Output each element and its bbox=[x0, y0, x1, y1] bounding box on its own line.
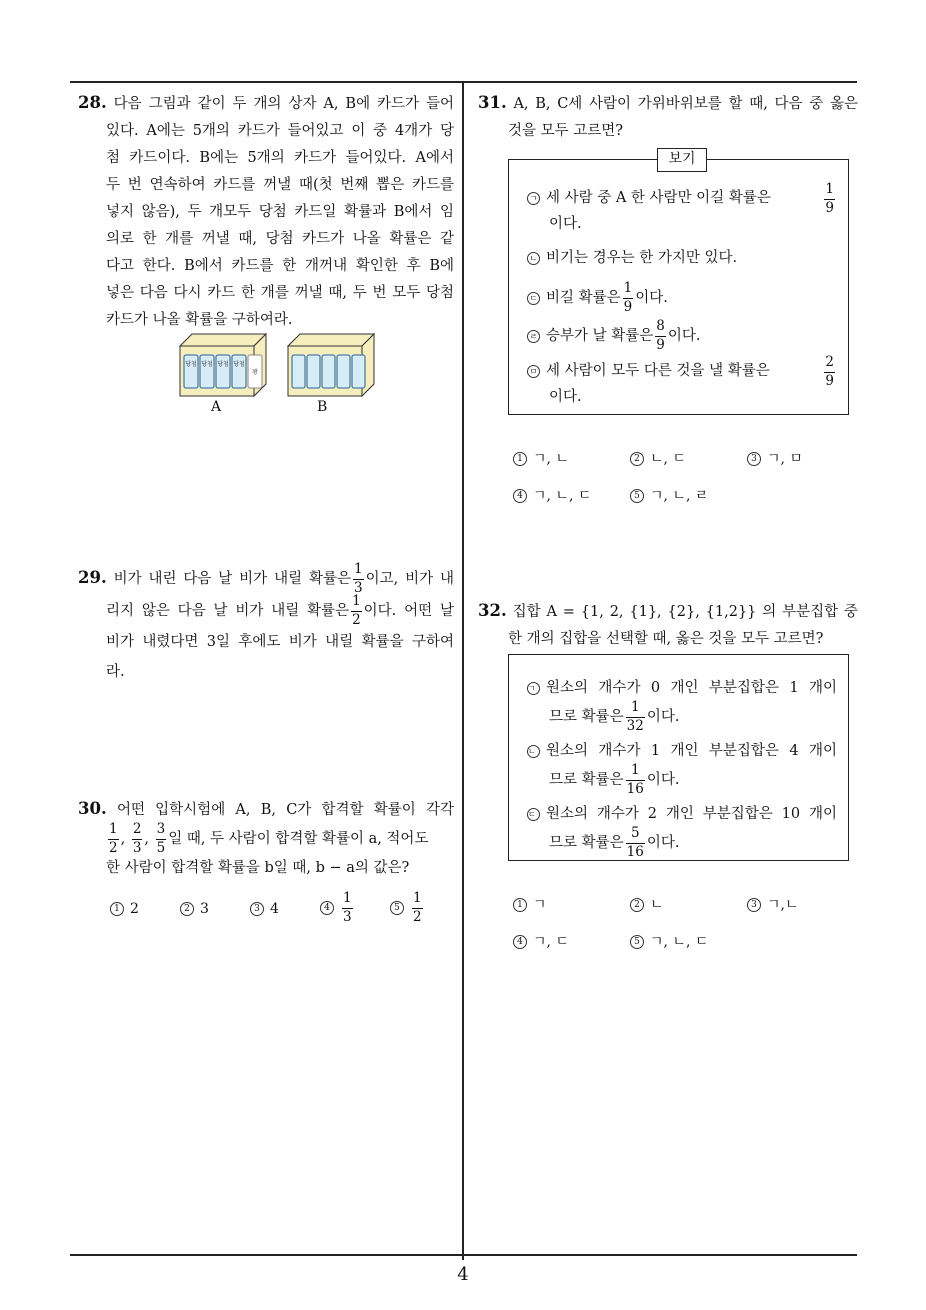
circled-number: 1 bbox=[513, 898, 527, 912]
box-a-label: A bbox=[211, 399, 222, 415]
question-31 bbox=[478, 89, 858, 145]
card-win bbox=[216, 355, 230, 388]
statement-item: ㅁ 세 사람이 모두 다른 것을 낼 확률은 $\frac{2}{9}$ 이다. bbox=[527, 358, 837, 410]
question-number: 32. bbox=[478, 601, 507, 620]
statement-item: ㄹ 승부가 날 확률은 $\frac{8}{9}$ 이다. bbox=[527, 320, 701, 352]
example-box bbox=[508, 151, 849, 415]
fraction: $\frac{1}{2}$ bbox=[109, 821, 118, 856]
question-text: 어떤 입학시험에 A, B, C가 합격할 확률이 각각 bbox=[116, 802, 454, 818]
question-text: 넣지 않음), 두 개모두 당첨 카드일 확률과 B에서 임 bbox=[106, 204, 454, 220]
statement-item: ㄴ 비기는 경우는 한 가지만 있다. bbox=[527, 245, 737, 271]
circled-number: 4 bbox=[513, 935, 527, 949]
question-28 bbox=[78, 89, 454, 334]
option-5[interactable]: 5 ㄱ, ㄴ, ㄹ bbox=[630, 485, 708, 507]
option-4[interactable]: 4 ㄱ, ㄷ bbox=[513, 931, 569, 953]
question-text: A, B, C세 사람이 가위바위보를 할 때, 다음 중 옳은 bbox=[513, 96, 859, 112]
question-text: 한 사람이 합격할 확률을 b일 때, b − a의 값은? bbox=[106, 860, 410, 876]
circled-number: 5 bbox=[630, 489, 644, 503]
question-text: 카드가 나올 확률을 구하여라. bbox=[106, 312, 293, 328]
card-blank bbox=[292, 355, 305, 388]
option-4[interactable]: 4 ㄱ, ㄴ, ㄷ bbox=[513, 485, 591, 507]
card-win bbox=[200, 355, 214, 388]
card-win bbox=[184, 355, 198, 388]
option-2[interactable]: 2 3 bbox=[180, 898, 209, 920]
statement-marker: ㄹ bbox=[527, 330, 540, 343]
bottom-rule bbox=[70, 1254, 857, 1256]
statement-marker: ㄱ bbox=[527, 192, 540, 205]
question-text: 다고 한다. B에서 카드를 한 개꺼내 확인한 후 B에 bbox=[106, 258, 454, 274]
statement-marker: ㄷ bbox=[527, 808, 540, 821]
circled-number: 4 bbox=[320, 901, 334, 915]
card-win bbox=[232, 355, 246, 388]
question-text: 넣은 다음 다시 카드 한 개를 꺼낼 때, 두 번 모두 당첨 bbox=[106, 285, 454, 301]
page-number: 4 bbox=[457, 1264, 469, 1285]
card-blank bbox=[307, 355, 320, 388]
option-2[interactable]: 2 ㄴ, ㄷ bbox=[630, 448, 686, 470]
circled-number: 1 bbox=[513, 452, 527, 466]
question-text: 있다. A에는 5개의 카드가 들어있고 이 중 4개가 당 bbox=[106, 123, 454, 139]
card-lose bbox=[248, 355, 262, 388]
question-29: 29. 비가 내린 다음 날 비가 내릴 확률은 $\frac{1}{3}$ 이고, 비가 내 리지 않은 다음 날 비가 내릴 확률은 $\frac{1}{2}$ 이다. 어떤 날 비가 내렸다면 3일 후에도 비가 내릴 확률을 구하여 라. bbox=[78, 563, 454, 687]
option-1[interactable]: 1 ㄱ bbox=[513, 894, 547, 916]
statement-marker: ㅁ bbox=[527, 365, 540, 378]
option-3[interactable]: 3 4 bbox=[250, 898, 279, 920]
circled-number: 2 bbox=[180, 902, 194, 916]
question-text: 것을 모두 고르면? bbox=[508, 123, 624, 139]
circled-number: 1 bbox=[110, 902, 124, 916]
option-3[interactable]: 3 ㄱ,ㄴ bbox=[747, 894, 799, 916]
circled-number: 5 bbox=[630, 935, 644, 949]
circled-number: 2 bbox=[630, 452, 644, 466]
statement-marker: ㄱ bbox=[527, 682, 540, 695]
statement-item: ㄷ 원소의 개수가 2 개인 부분집합은 10 개이 므로 확률은 $\frac{5}{16}$ 이다. bbox=[528, 806, 837, 860]
box-b bbox=[288, 334, 374, 396]
question-text: 한 개의 집합을 선택할 때, 옳은 것을 모두 고르면? bbox=[508, 631, 824, 647]
svg-text:꽝: 꽝 bbox=[252, 369, 258, 376]
circled-number: 3 bbox=[747, 898, 761, 912]
circled-number: 3 bbox=[747, 452, 761, 466]
option-2[interactable]: 2 ㄴ bbox=[630, 894, 664, 916]
option-1[interactable]: 1 2 bbox=[110, 898, 139, 920]
fraction: $\frac{3}{5}$ bbox=[156, 821, 166, 856]
svg-text:당첨: 당첨 bbox=[185, 361, 197, 368]
question-32 bbox=[478, 597, 858, 653]
statement-item: ㄴ 원소의 개수가 1 개인 부분집합은 4 개이 므로 확률은 $\frac{1}{16}$ 이다. bbox=[528, 743, 837, 797]
circled-number: 3 bbox=[250, 902, 264, 916]
option-5[interactable]: 5 ㄱ, ㄴ, ㄷ bbox=[630, 931, 708, 953]
question-number: 30. bbox=[78, 799, 107, 818]
question-text: 라. bbox=[106, 664, 125, 680]
question-text: 의로 한 개를 꺼낼 때, 당첨 카드가 나올 확률은 같 bbox=[106, 231, 454, 247]
statement-item: ㄷ 비길 확률은 $\frac{1}{9}$ 이다. bbox=[527, 282, 668, 314]
option-5[interactable]: 5 $\frac{1}{2}$ bbox=[390, 892, 425, 924]
circled-number: 5 bbox=[390, 901, 404, 915]
question-number: 29. bbox=[78, 568, 107, 587]
svg-text:당첨: 당첨 bbox=[233, 361, 245, 368]
box-a bbox=[180, 334, 266, 396]
svg-text:당첨: 당첨 bbox=[201, 361, 213, 368]
circled-number: 2 bbox=[630, 898, 644, 912]
card-boxes-figure bbox=[170, 330, 390, 400]
statement-box bbox=[508, 654, 849, 861]
fraction: $\frac{2}{3}$ bbox=[132, 821, 142, 856]
statement-marker: ㄷ bbox=[527, 292, 540, 305]
question-text: 다음 그림과 같이 두 개의 상자 A, B에 카드가 들어 bbox=[113, 96, 455, 112]
statement-item: ㄱ 세 사람 중 A 한 사람만 이길 확률은 $\frac{1}{9}$ 이다. bbox=[527, 185, 837, 237]
question-number: 28. bbox=[78, 93, 107, 112]
question-text: 집합 A = {1, 2, {1}, {2}, {1,2}} 의 부분집합 중 bbox=[512, 604, 859, 620]
question-text: 첨 카드이다. B에는 5개의 카드가 들어있다. A에서 bbox=[106, 150, 454, 166]
circled-number: 4 bbox=[513, 489, 527, 503]
column-divider bbox=[462, 82, 464, 1260]
statement-item: ㄱ 원소의 개수가 0 개인 부분집합은 1 개이 므로 확률은 $\frac{1}{32}$ 이다. bbox=[528, 680, 837, 734]
box-b-label: B bbox=[317, 399, 328, 415]
card-blank bbox=[352, 355, 365, 388]
question-number: 31. bbox=[478, 93, 507, 112]
statement-marker: ㄴ bbox=[527, 745, 540, 758]
svg-text:당첨: 당첨 bbox=[217, 361, 229, 368]
option-1[interactable]: 1 ㄱ, ㄴ bbox=[513, 448, 569, 470]
fraction: $\frac{1}{3}$ bbox=[354, 561, 363, 596]
option-3[interactable]: 3 ㄱ, ㅁ bbox=[747, 448, 803, 470]
card-blank bbox=[322, 355, 335, 388]
fraction: $\frac{1}{2}$ bbox=[352, 593, 361, 628]
question-text: 두 번 연속하여 카드를 꺼낼 때(첫 번째 뽑은 카드를 bbox=[106, 177, 454, 193]
statement-marker: ㄴ bbox=[527, 252, 540, 265]
question-text: 비가 내렸다면 3일 후에도 비가 내릴 확률을 구하여 bbox=[106, 634, 454, 650]
box-title: 보기 bbox=[657, 148, 707, 172]
option-4[interactable]: 4 $\frac{1}{3}$ bbox=[320, 892, 355, 924]
question-30: 30. 어떤 입학시험에 A, B, C가 합격할 확률이 각각 $\frac{1}{2}$ , $\frac{2}{3}$ , $\frac{3}{5}$ 일 때, 두 사람이 합격할 확률이 a, 적어도 한 사람이 합격할 확률을 b일 때, b − a의 값은? bbox=[78, 796, 454, 881]
card-blank bbox=[337, 355, 350, 388]
